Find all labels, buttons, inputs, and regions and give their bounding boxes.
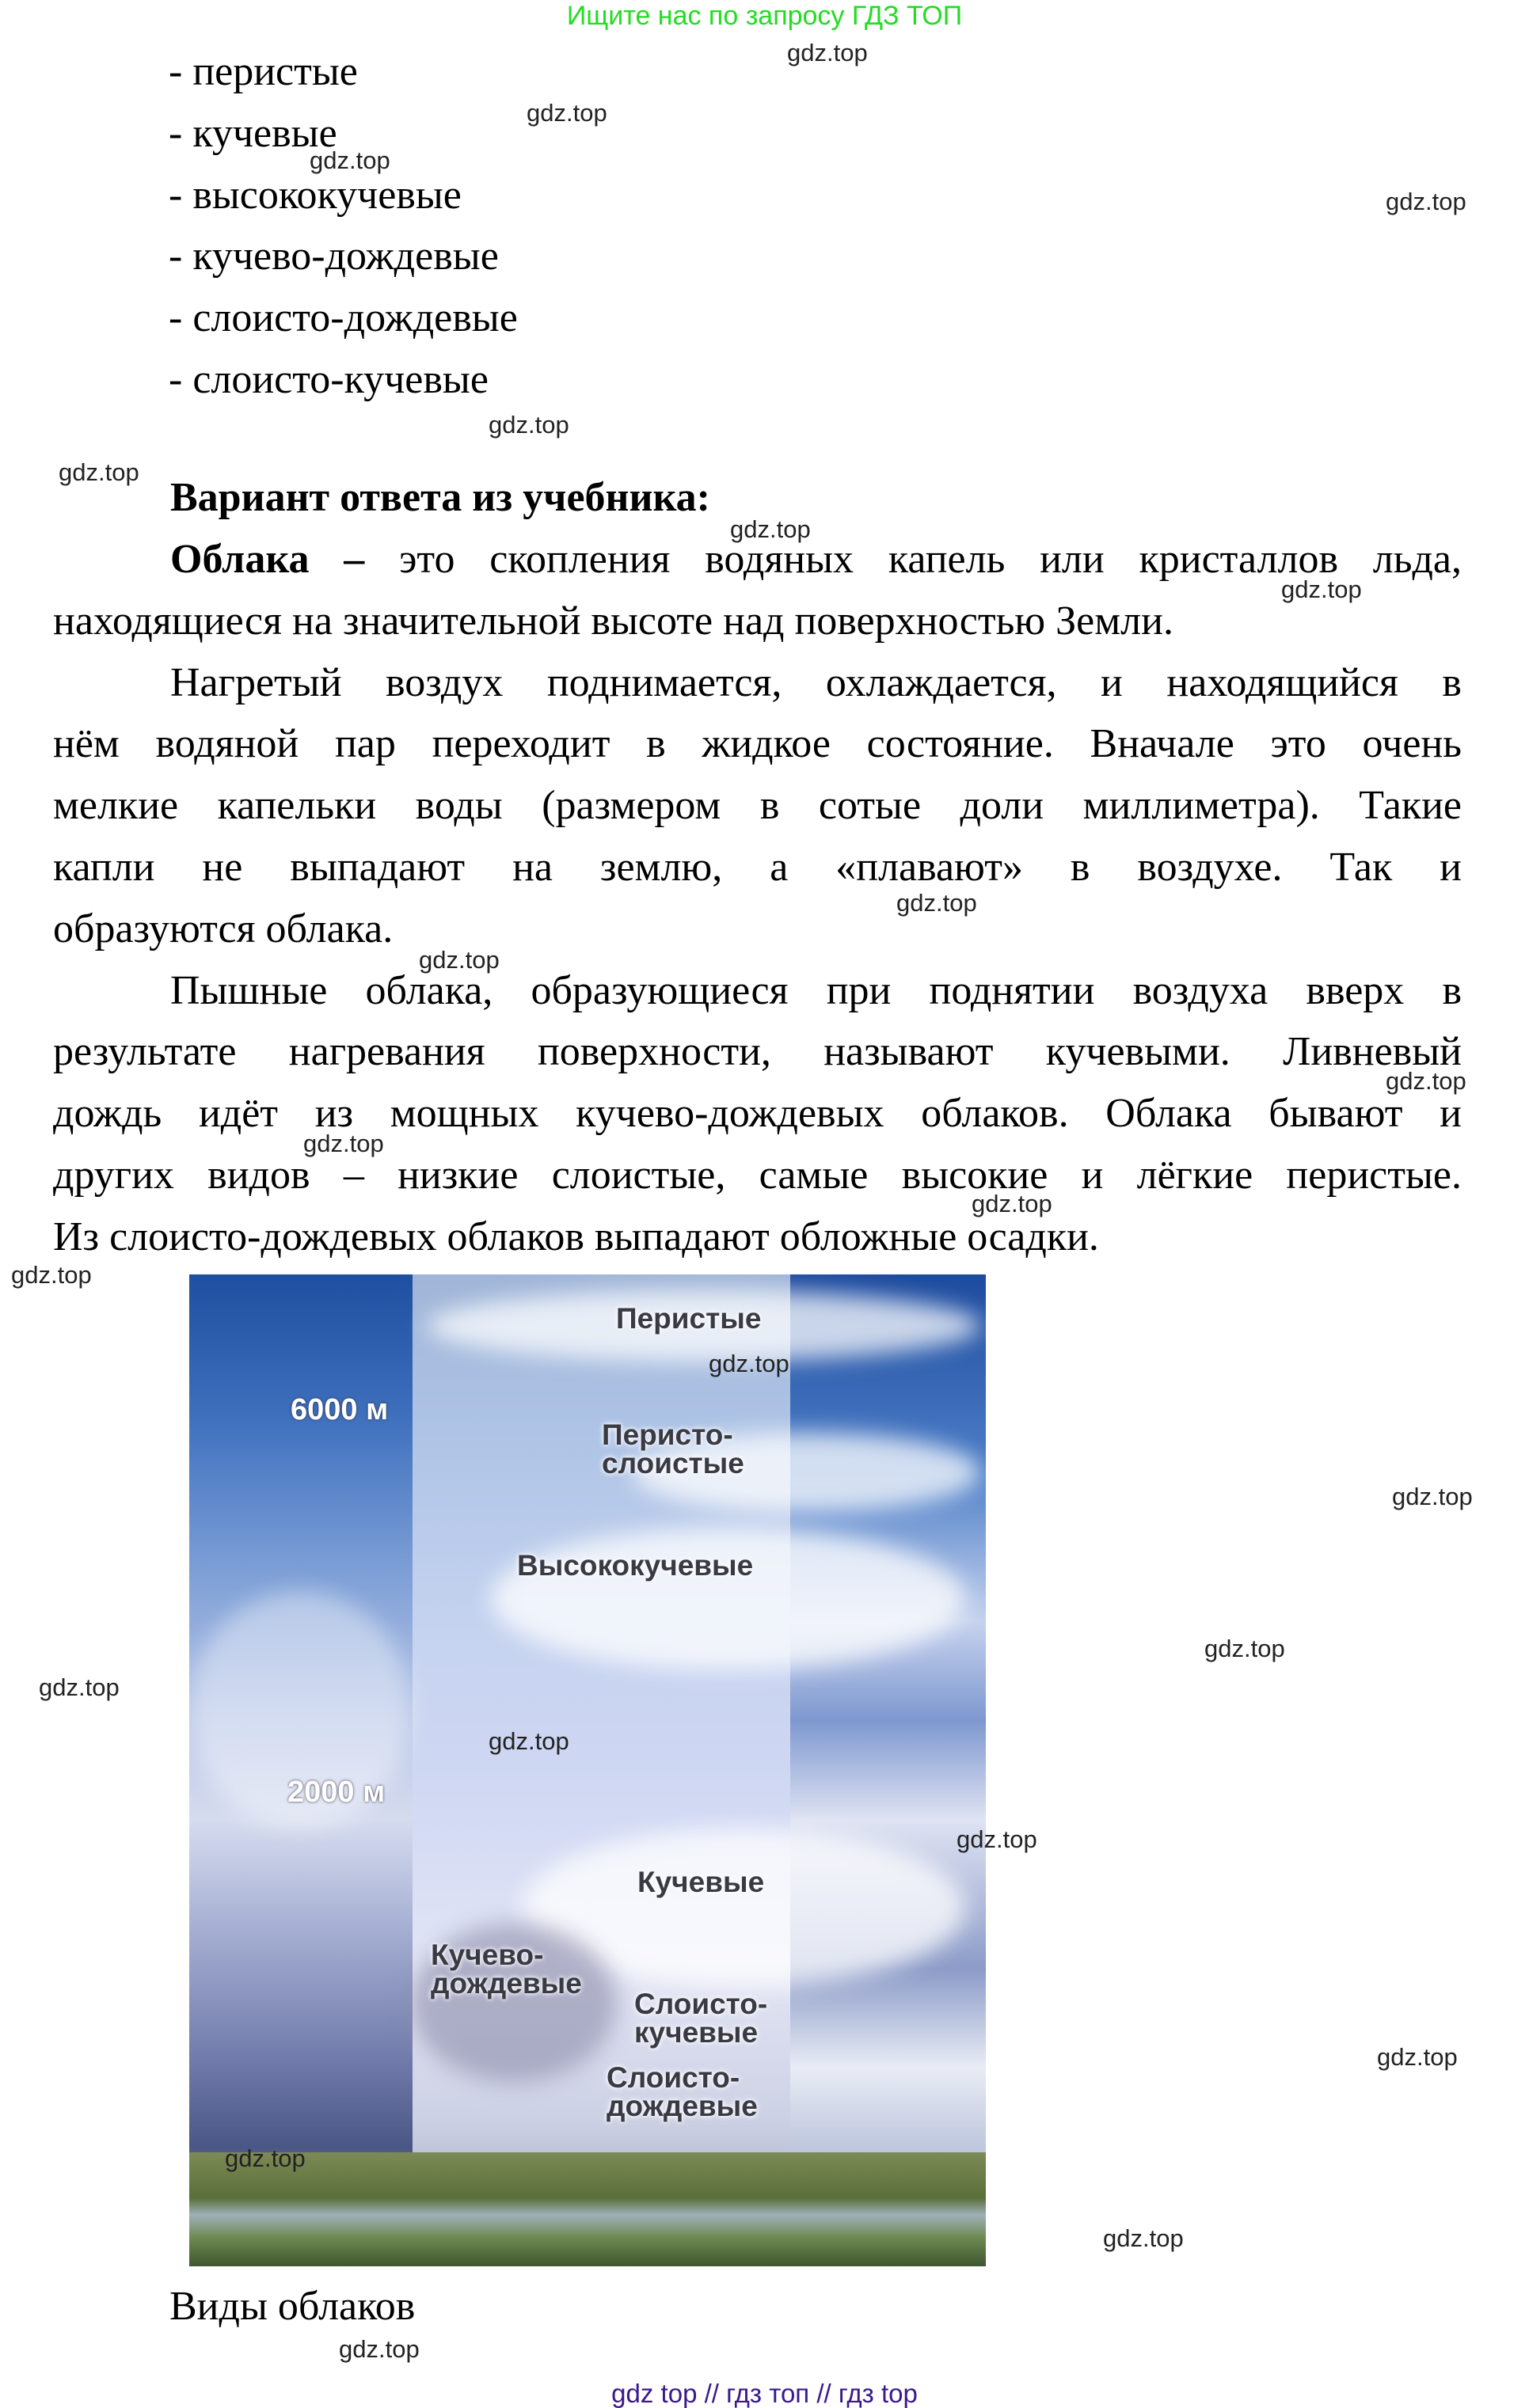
answer-text (53, 529, 1462, 1268)
watermark: gdz.top (1386, 1067, 1466, 1095)
cloud-types-list (169, 41, 518, 411)
watermark: gdz.top (39, 1673, 120, 1701)
text-line: других видов – низкие слоистые, самые высокие и лёгкие перистые. (53, 1152, 1462, 1198)
watermark: gdz.top (896, 889, 977, 917)
watermark: gdz.top (225, 2144, 306, 2172)
text-line: мелкие капельки воды (размером в сотые доли миллиметра). Такие (53, 783, 1462, 829)
figure-caption: Виды облаков (169, 2284, 416, 2329)
label-nimbostratus: Слоисто- дождевые (607, 2061, 758, 2122)
list-item: - кучево-дождевые (169, 234, 499, 279)
ground-landscape (189, 2152, 986, 2266)
label-cirrostratus: Перисто- слоистые (602, 1419, 744, 1479)
watermark: gdz.top (957, 1825, 1037, 1853)
watermark: gdz.top (489, 1727, 569, 1755)
sky-strip-right (790, 1274, 986, 2266)
text-line: дождь идёт из мощных кучево-дождевых облаков. Облака бывают и (53, 1091, 1462, 1137)
watermark: gdz.top (1392, 1483, 1473, 1510)
label-cumulus: Кучевые (637, 1866, 765, 1898)
altitude-2000: 2000 м (287, 1776, 386, 1809)
list-item: - перистые (169, 49, 358, 94)
altitude-6000: 6000 м (291, 1393, 389, 1426)
text-line: результате нагревания поверхности, называют кучевыми. Ливневый (53, 1029, 1462, 1075)
watermark: gdz.top (730, 515, 811, 543)
watermark: gdz.top (709, 1350, 789, 1377)
watermark: gdz.top (1377, 2043, 1458, 2071)
watermark: gdz.top (1281, 575, 1362, 603)
footer-links[interactable]: gdz top // гдз топ // гдз top (611, 2379, 918, 2408)
list-item: - кучевые (169, 110, 337, 156)
watermark: gdz.top (59, 458, 139, 486)
list-item: - слоисто-кучевые (169, 356, 489, 402)
label-cumulonimbus: Кучево- дождевые (431, 1939, 582, 2000)
cloud-types-figure (189, 1274, 986, 2266)
watermark: gdz.top (1204, 1635, 1285, 1662)
text-line: нём водяной пар переходит в жидкое состояние. Вначале это очень (53, 721, 1462, 767)
answer-heading: Вариант ответа из учебника: (170, 475, 710, 520)
text-line: капли не выпадают на землю, а «плавают» в воздухе. Так и (53, 844, 1462, 890)
watermark: gdz.top (339, 2335, 420, 2363)
watermark: gdz.top (419, 946, 500, 974)
search-banner-link[interactable]: Ищите нас по запросу ГДЗ ТОП (566, 1, 963, 31)
text-line: Нагретый воздух поднимается, охлаждается, и находящийся в (170, 659, 1462, 705)
watermark: gdz.top (1103, 2224, 1184, 2252)
watermark: gdz.top (489, 411, 569, 439)
text-line: находящиеся на значительной высоте над поверхностью Земли. (53, 598, 1173, 644)
watermark: gdz.top (303, 1130, 384, 1157)
list-item: - слоисто-дождевые (169, 295, 518, 341)
watermark: gdz.top (787, 39, 868, 66)
watermark: gdz.top (11, 1261, 92, 1289)
watermark: gdz.top (972, 1190, 1052, 1217)
definition-term: Облака – (170, 537, 365, 582)
label-altocumulus: Высококучевые (517, 1549, 754, 1582)
definition-text: это скопления водяных капель или кристаллов льда, (364, 537, 1462, 582)
text-line: Пышные облака, образующиеся при поднятии воздуха вверх в (170, 967, 1462, 1013)
text-line: Из слоисто-дождевых облаков выпадают обложные осадки. (53, 1213, 1099, 1259)
watermark: gdz.top (310, 146, 390, 174)
watermark: gdz.top (1386, 188, 1466, 215)
label-cirrus: Перистые (616, 1302, 762, 1335)
label-stratocumulus: Слоисто- кучевые (634, 1988, 768, 2049)
watermark: gdz.top (527, 99, 607, 127)
list-item: - высококучевые (169, 172, 462, 218)
text-line: образуются облака. (53, 906, 394, 951)
